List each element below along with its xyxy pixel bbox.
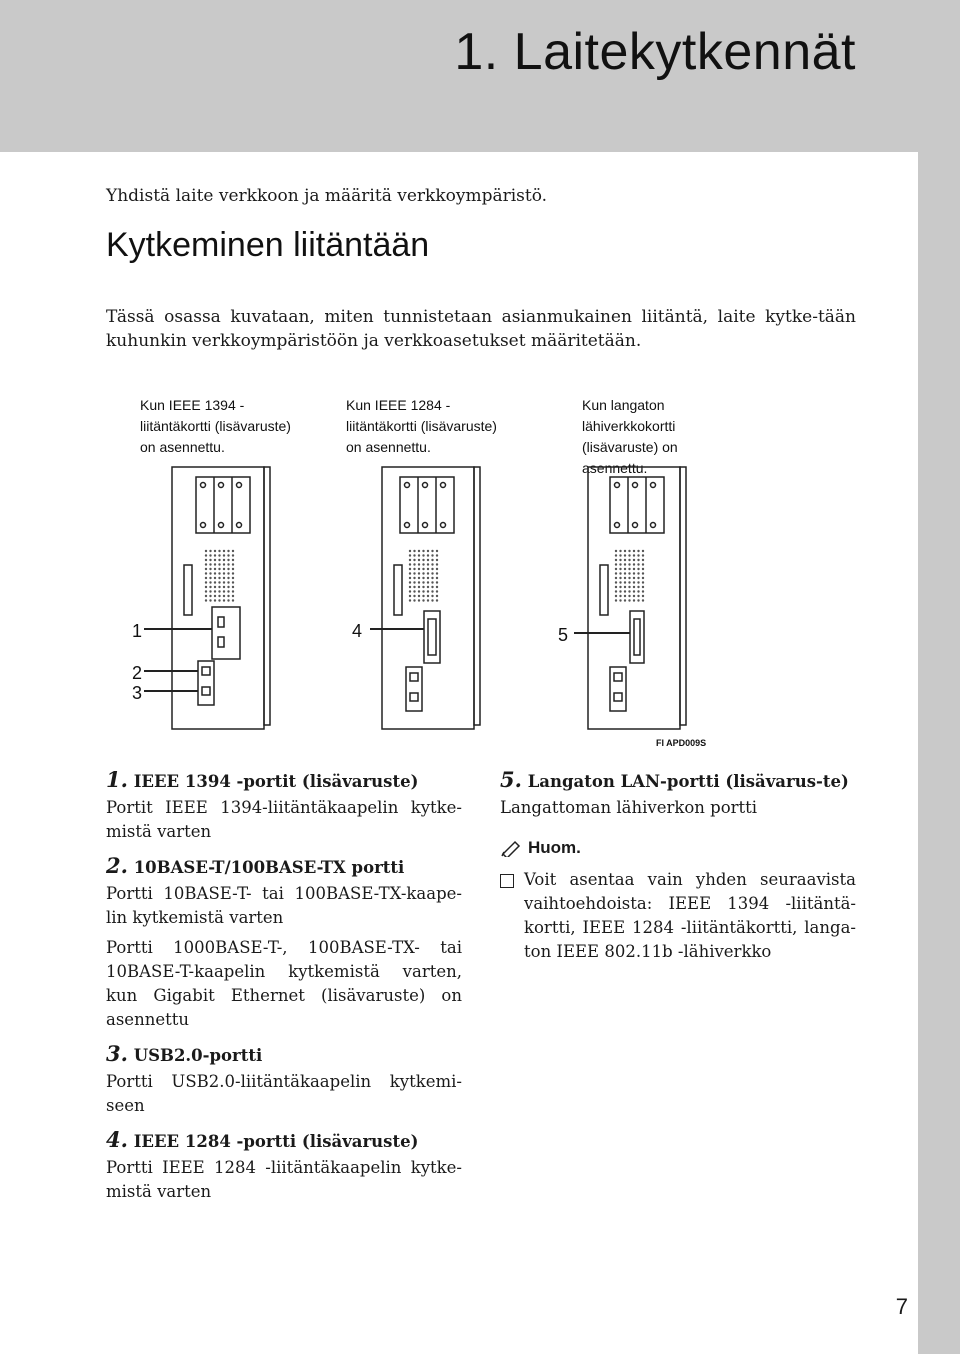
checkbox-bullet-icon <box>500 874 514 888</box>
caption-ieee1284: Kun IEEE 1284 - liitäntäkortti (lisävaruste) on asennettu. <box>346 397 497 455</box>
section-title: Kytkeminen liitäntään <box>106 226 430 264</box>
list-item-3: 3. USB2.0-portti Portti USB2.0-liitäntäkaapelin kytkemi-seen <box>106 1041 462 1115</box>
controller-board-drawing <box>100 385 820 755</box>
callout-1: 1 <box>132 621 143 641</box>
list-item-1: 1. IEEE 1394 -portit (lisävaruste) Portit IEEE 1394-liitäntäkaapelin kytke-mistä varten <box>106 767 462 841</box>
list-item-2: 2. 10BASE-T/100BASE-TX portti Portti 10BASE-T- tai 100BASE-TX-kaape-lin kytkemistä varten Portti 1000BASE-T-, 100BASE-TX- tai 10BASE-T-kaapelin kytkemistä varten, kun Gigabit Ethernet (lisävaruste) on asennettu <box>106 853 462 1029</box>
intro-text: Yhdistä laite verkkoon ja määritä verkkoympäristö. <box>106 186 548 206</box>
section-paragraph: Tässä osassa kuvataan, miten tunnistetaan asianmukainen liitäntä, laite kytke-tään kuhunkin verkkoympäristöön ja verkkoasetukset määritetään. <box>106 307 856 351</box>
list-item-4: 4. IEEE 1284 -portti (lisävaruste) Portti IEEE 1284 -liitäntäkaapelin kytke-mistä varten <box>106 1127 462 1201</box>
note-heading: Huom. <box>500 836 856 860</box>
page-edge-tab <box>918 152 960 1354</box>
note-item: Voit asentaa vain yhden seuraavista vaihtoehdoista: IEEE 1394 -liitäntä-kortti, IEEE 1284 -liitäntäkortti, langa-ton IEEE 802.11b -lähiverkko <box>500 868 856 964</box>
caption-ieee1394: Kun IEEE 1394 - liitäntäkortti (lisävaruste) on asennettu. <box>140 397 291 455</box>
chapter-title: 1. Laitekytkennät <box>454 23 856 81</box>
list-item-5: 5. Langaton LAN-portti (lisävarus-te) Langattoman lähiverkon portti <box>500 767 849 817</box>
page-number: 7 <box>895 1294 908 1319</box>
callout-4: 4 <box>352 621 363 641</box>
left-column <box>106 758 462 1204</box>
panel-wireless-lan <box>574 467 686 729</box>
right-column <box>500 758 856 964</box>
callout-5: 5 <box>558 625 569 645</box>
panel-ieee1394 <box>144 467 270 729</box>
interface-diagram <box>100 385 820 755</box>
figure-code: FI APD009S <box>656 738 707 748</box>
callout-2: 2 <box>132 663 143 683</box>
pencil-icon <box>500 839 522 857</box>
caption-wireless-lan: Kun langaton lähiverkkokortti (lisävaruste) on asennettu. <box>582 397 678 476</box>
panel-ieee1284 <box>370 467 480 729</box>
callout-3: 3 <box>132 683 143 703</box>
